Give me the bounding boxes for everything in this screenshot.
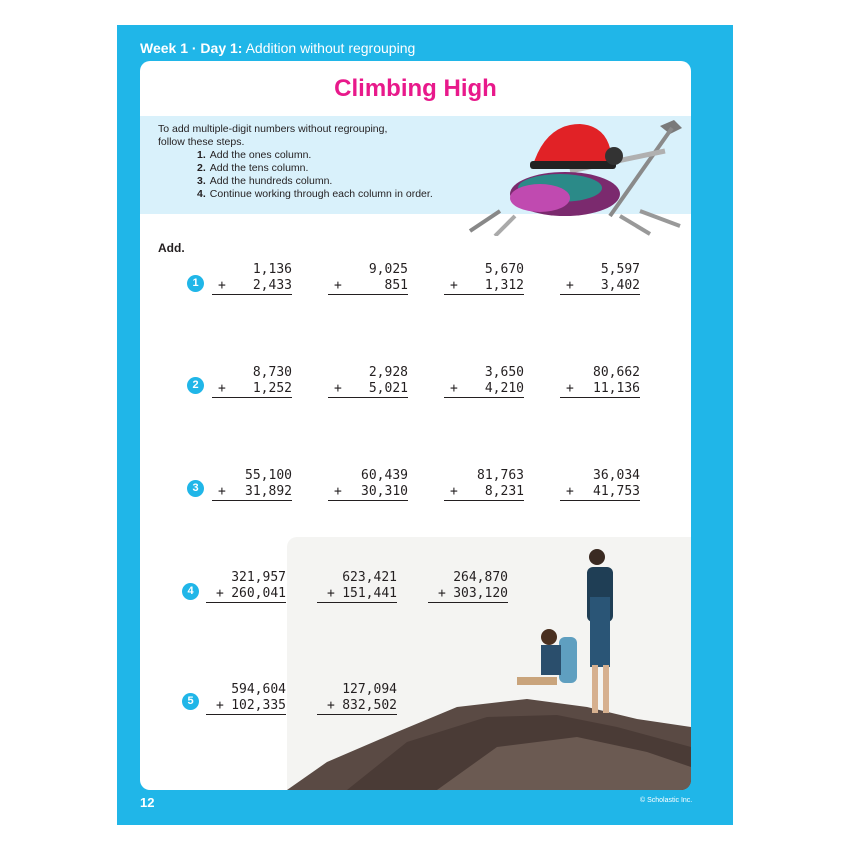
- climbing-gear-illustration: [460, 116, 691, 236]
- addition-problem: 264,870 + 303,120: [428, 570, 508, 603]
- addition-problem: 80,662 + 11,136: [560, 365, 640, 398]
- addition-problem: 1,136 + 2,433: [212, 262, 292, 295]
- header-prefix: Week 1 · Day 1:: [140, 40, 243, 56]
- addition-problem: 36,034 + 41,753: [560, 468, 640, 501]
- addition-problem: 5,597 + 3,402: [560, 262, 640, 295]
- problem-row-badge: 3: [187, 480, 204, 497]
- addition-problem: 594,604 + 102,335: [206, 682, 286, 715]
- intro-text: [158, 123, 433, 201]
- addition-problem: 8,730 + 1,252: [212, 365, 292, 398]
- copyright-notice: © Scholastic Inc.: [640, 797, 693, 804]
- addition-problem: 81,763 + 8,231: [444, 468, 524, 501]
- step-item: 3. Add the hundreds column.: [197, 175, 333, 187]
- step-item: 2. Add the tens column.: [197, 162, 309, 174]
- addition-problem: 9,025 + 851: [328, 262, 408, 295]
- problem-row-badge: 1: [187, 275, 204, 292]
- problem-row-badge: 2: [187, 377, 204, 394]
- header-topic: Addition without regrouping: [245, 40, 416, 56]
- problem-row-badge: 5: [182, 693, 199, 710]
- addition-problem: 127,094 + 832,502: [317, 682, 397, 715]
- add-instruction: Add.: [158, 241, 185, 255]
- addition-problem: 60,439 + 30,310: [328, 468, 408, 501]
- addition-problem: 623,421 + 151,441: [317, 570, 397, 603]
- step-item: 1. Add the ones column.: [197, 149, 312, 161]
- worksheet-panel: [140, 61, 691, 790]
- page-number: 12: [140, 795, 155, 810]
- steps-list: [158, 149, 433, 201]
- step-item: 4. Continue working through each column in order.: [197, 188, 433, 200]
- intro-line-2: follow these steps.: [158, 136, 245, 148]
- intro-box: [140, 116, 691, 214]
- addition-problem: 2,928 + 5,021: [328, 365, 408, 398]
- intro-line-1: To add multiple-digit numbers without regrouping,: [158, 123, 388, 135]
- addition-problem: 5,670 + 1,312: [444, 262, 524, 295]
- page-header: [140, 40, 415, 56]
- problem-row-badge: 4: [182, 583, 199, 600]
- addition-problem: 55,100 + 31,892: [212, 468, 292, 501]
- addition-problem: 3,650 + 4,210: [444, 365, 524, 398]
- addition-problem: 321,957 + 260,041: [206, 570, 286, 603]
- page-title: Climbing High: [334, 75, 497, 102]
